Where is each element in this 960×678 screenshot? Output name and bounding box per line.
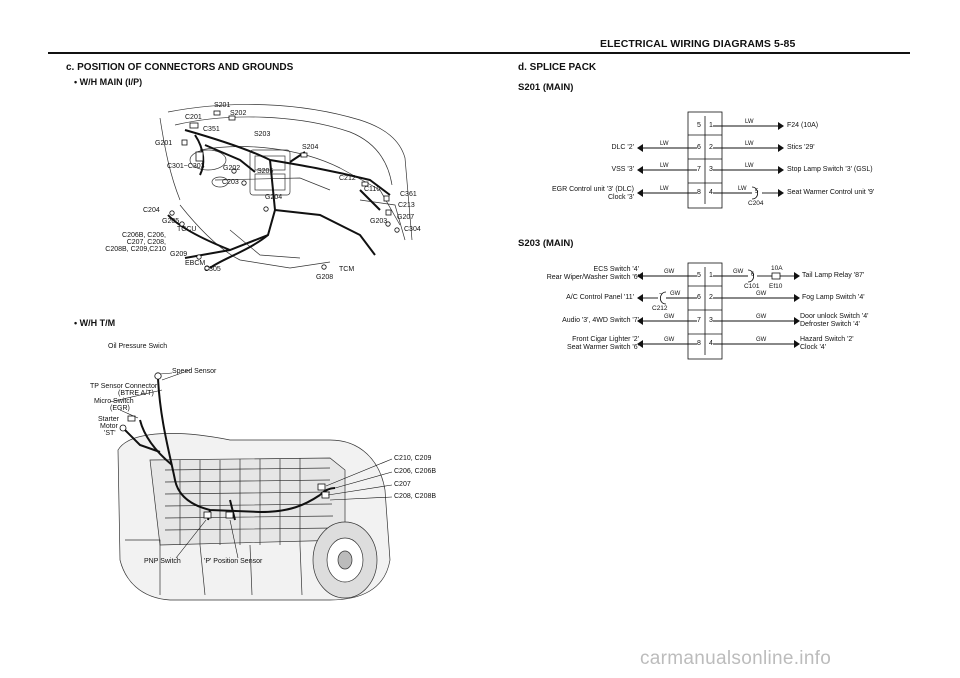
label-p-position-sensor: 'P' Position Sensor [204, 558, 263, 565]
label-c206-line2: C207, C208, [126, 239, 166, 246]
label-c301-c303: C301~C303 [167, 163, 205, 170]
label-tcm: TCM [339, 266, 355, 273]
s201-c204-name: C204 [748, 200, 764, 207]
section-c-title: c. POSITION OF CONNECTORS AND GROUNDS [66, 62, 294, 73]
s203-wire-label-4: GW [664, 337, 675, 343]
s203-c212-pin: 7 [659, 294, 663, 300]
label-c213: C213 [398, 202, 415, 209]
s201-c204-pin: 5 [755, 189, 759, 195]
s203-wire-label-3: GW [664, 314, 675, 320]
s203-pin: 3 [709, 317, 713, 324]
s203-left-audio: Audio '3', 4WD Switch '7' [562, 317, 639, 324]
label-c203: C203 [222, 179, 239, 186]
label-ebcm: EBCM [185, 260, 206, 267]
s203-title: S203 (MAIN) [518, 238, 574, 249]
watermark-text: carmanualsonline.info [640, 648, 832, 669]
label-s201: S201 [214, 102, 231, 109]
label-g205: G205 [162, 218, 180, 225]
s203-right-clock: Clock '4' [800, 344, 827, 351]
s201-right-stop-lamp: Stop Lamp Switch '3' (GSL) [787, 166, 873, 173]
s203-right-fog-lamp: Fog Lamp Switch '4' [802, 294, 865, 301]
s203-wire-label-8: GW [756, 337, 767, 343]
s203-left-rear-wiper: Rear Wiper/Washer Switch '6' [546, 274, 639, 281]
label-starter-3: 'ST' [104, 430, 116, 437]
s201-pin: 2 [709, 144, 713, 151]
s201-title: S201 (MAIN) [518, 82, 574, 93]
label-pnp-switch: PNP Switch [144, 558, 181, 565]
label-g208: G208 [316, 274, 334, 281]
label-oil-pressure: Oil Pressure Swich [108, 343, 168, 350]
label-c206-c206b: C206, C206B [394, 468, 437, 475]
label-g201: G201 [155, 140, 173, 147]
s201-left-clock: Clock '3' [607, 194, 634, 201]
s203-wire-label-1: GW [664, 269, 675, 275]
label-c206-line3: C208B, C209,C210 [105, 246, 166, 253]
s203-c101-pin: 6 [751, 272, 755, 278]
s201-wire-label-4: LW [745, 119, 754, 125]
s201-right-f24: F24 (10A) [787, 122, 819, 129]
transmission-illustration [118, 433, 390, 600]
label-c204: C204 [143, 207, 160, 214]
label-micro-switch: Micro Switch [94, 398, 134, 405]
label-c351: C351 [203, 126, 220, 133]
label-g209: G209 [170, 251, 188, 258]
s203-fuse-rating: 10A [771, 265, 783, 272]
s203-fuse-name: Ef10 [769, 283, 783, 290]
label-s203: S203 [254, 131, 271, 138]
s201-pin: 7 [697, 166, 701, 173]
label-c208-c208b: C208, C208B [394, 493, 437, 500]
page-header-title: ELECTRICAL WIRING DIAGRAMS 5-85 [600, 38, 796, 50]
s203-left-ecs: ECS Switch '4' [593, 266, 639, 273]
s203-pin: 5 [697, 272, 701, 279]
wh-main-label: • W/H MAIN (I/P) [74, 77, 143, 87]
s203-right-door-unlock: Door unlock Switch '4' [800, 313, 869, 320]
label-tccu: TCCU [177, 226, 197, 233]
s201-wire-label-6: LW [745, 163, 754, 169]
s203-pin: 1 [709, 272, 713, 279]
label-c201: C201 [185, 114, 202, 121]
s203-right-tail-lamp: Tail Lamp Relay '87' [802, 272, 865, 279]
label-s205: S205 [257, 168, 274, 175]
label-g202: G202 [223, 165, 241, 172]
wh-tm-text: W/H T/M [79, 318, 116, 328]
label-tp-sensor-2: (BTRE A/T) [118, 390, 154, 397]
label-g204: G204 [265, 194, 283, 201]
s203-pin: 7 [697, 317, 701, 324]
wh-tm-label: • W/H T/M [74, 318, 116, 328]
s201-wire-label-5: LW [745, 141, 754, 147]
s201-left-dlc: DLC '2' [611, 144, 634, 151]
s203-wire-label-6: GW [756, 291, 767, 297]
label-c210-c209: C210, C209 [394, 455, 432, 462]
label-micro-switch-2: (EGR) [110, 405, 130, 412]
label-c361: C361 [400, 191, 417, 198]
label-starter-2: Motor [100, 423, 118, 430]
s201-wire-label-2: LW [660, 163, 669, 169]
s201-right-stics: Stics '29' [787, 144, 815, 151]
label-speed-sensor: Speed Sensor [172, 368, 217, 375]
s203-splice-block [688, 263, 722, 359]
section-d-title: d. SPLICE PACK [518, 62, 597, 73]
s203-c101-name: C101 [744, 283, 760, 290]
s203-wire-label-7: GW [756, 314, 767, 320]
s201-wire-label-3: LW [660, 186, 669, 192]
s201-pin: 5 [697, 122, 701, 129]
s201-pin: 8 [697, 189, 701, 196]
s201-pin: 1 [709, 122, 713, 129]
s201-pin: 4 [709, 189, 713, 196]
s203-pin: 8 [697, 340, 701, 347]
s203-pin: 2 [709, 294, 713, 301]
label-g207: G207 [397, 214, 415, 221]
s203-wire-label-2: GW [670, 291, 681, 297]
label-c212: C212 [339, 175, 356, 182]
s201-left-vss: VSS '3' [611, 166, 634, 173]
s201-left-egr: EGR Control unit '3' (DLC) [551, 186, 634, 193]
label-c206-line1: C206B, C206, [122, 232, 166, 239]
wh-main-text: W/H MAIN (I/P) [79, 77, 143, 87]
s203-left-ac: A/C Control Panel '11' [566, 294, 634, 301]
s201-wire-label-1: LW [660, 141, 669, 147]
s203-left-cigar: Front Cigar Lighter '2' [572, 336, 639, 343]
label-c207: C207 [394, 481, 411, 488]
s201-pin: 3 [709, 166, 713, 173]
s203-right-defroster: Defroster Switch '4' [800, 321, 860, 328]
s203-pin: 6 [697, 294, 701, 301]
label-g203: G203 [370, 218, 388, 225]
label-c305: C305 [204, 266, 221, 273]
s201-wire-label-7: LW [738, 186, 747, 192]
s203-right-hazard: Hazard Switch '2' [800, 336, 854, 343]
s203-c212-name: C212 [652, 305, 668, 312]
s201-pin: 6 [697, 144, 701, 151]
s203-left-seat-warmer: Seat Warmer Switch '6' [566, 344, 639, 351]
s203-fuse-symbol [772, 273, 780, 279]
label-c110: C110 [364, 186, 381, 193]
s201-right-seat-warmer: Seat Warmer Control unit '9' [787, 189, 875, 196]
label-s202: S202 [230, 110, 247, 117]
label-s204: S204 [302, 144, 319, 151]
label-starter: Starter [98, 416, 120, 423]
label-c304: C304 [404, 226, 421, 233]
label-tp-sensor: TP Sensor Connector [90, 383, 158, 390]
s203-wire-label-5: GW [733, 269, 744, 275]
s203-pin: 4 [709, 340, 713, 347]
